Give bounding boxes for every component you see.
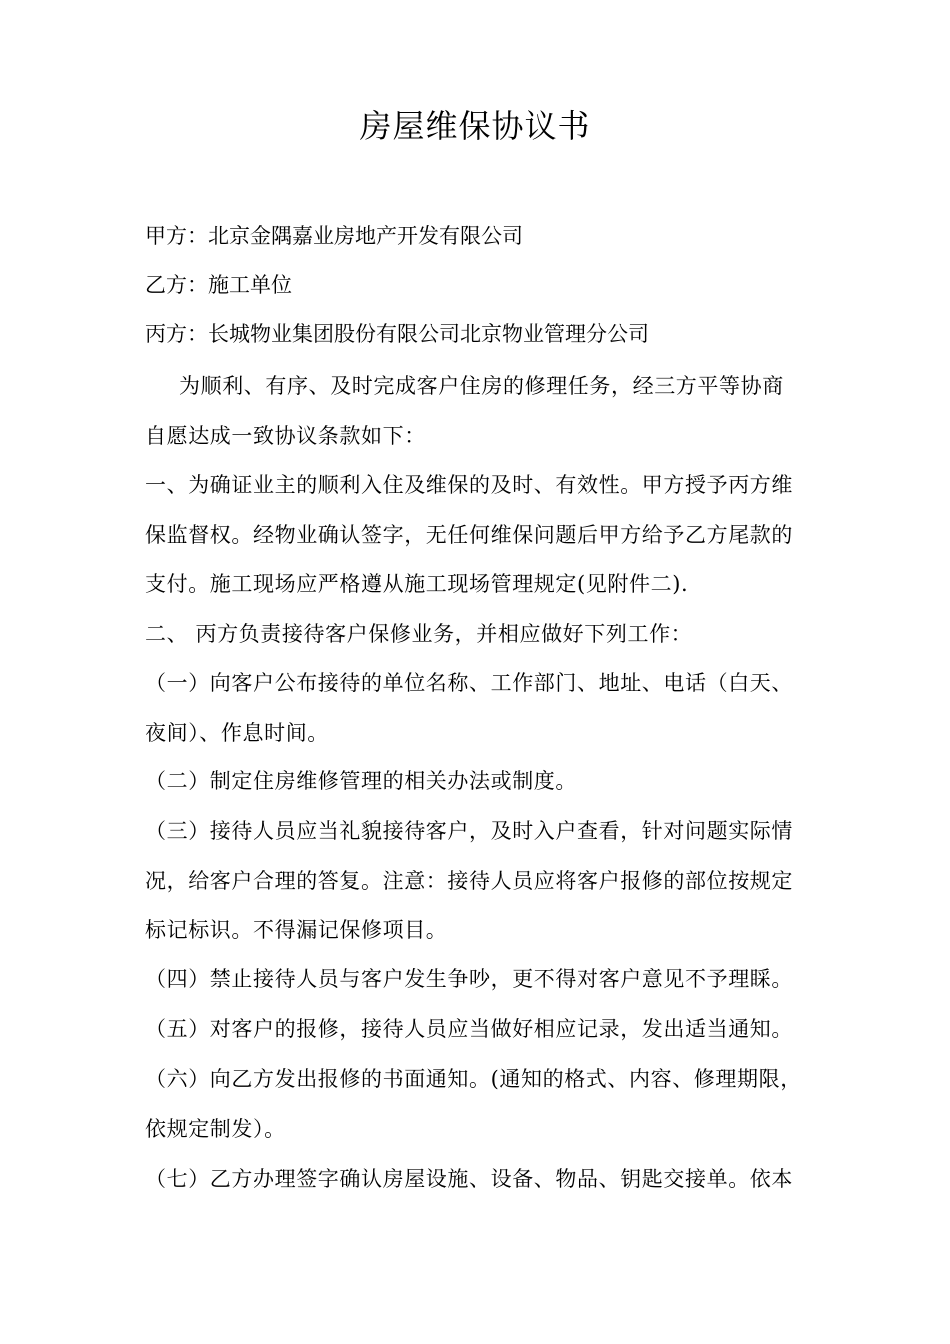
clause-1-line: 支付。施工现场应严格遵从施工现场管理规定(见附件二). [145,572,689,596]
item-line: （四）禁止接待人员与客户发生争吵，更不得对客户意见不予理睬。 [145,967,793,991]
item-line: （三）接待人员应当礼貌接待客户，及时入户查看，针对问题实际情 [145,819,793,843]
party-a: 甲方：北京金隅嘉业房地产开发有限公司 [145,224,523,248]
item-line: 标记标识。不得漏记保修项目。 [145,918,448,942]
item-line: （一）向客户公布接待的单位名称、工作部门、地址、电话（白天、 [145,671,793,695]
item-line: （七）乙方办理签字确认房屋设施、设备、物品、钥匙交接单。依本 [145,1167,793,1191]
item-2 [145,757,810,807]
party-c: 丙方：长城物业集团股份有限公司北京物业管理分公司 [145,322,649,346]
item-line: 况，给客户合理的答复。注意：接待人员应将客户报修的部位按规定 [145,868,793,893]
intro-paragraph [145,362,810,461]
document-title: 房屋维保协议书 [359,107,591,145]
item-line: 夜间）、作息时间。 [145,720,329,745]
item-line: （六）向乙方发出报修的书面通知。(通知的格式、内容、修理期限， [145,1067,802,1091]
item-1 [145,659,810,758]
intro-line: 为顺利、有序、及时完成客户住房的修理任务，经三方平等协商 [179,374,784,398]
clause-1 [145,461,810,610]
item-5 [145,1005,810,1055]
clause-2-line: 二、 丙方负责接待客户保修业务，并相应做好下列工作： [145,622,693,646]
item-4 [145,955,810,1005]
clause-1-line: 保监督权。经物业确认签字，无任何维保问题后甲方给予乙方尾款的 [145,522,793,547]
item-3 [145,807,810,956]
clause-2 [145,610,810,660]
item-7 [145,1155,810,1205]
item-line: （二）制定住房维修管理的相关办法或制度。 [145,769,577,793]
party-b: 乙方：施工单位 [145,273,292,297]
clause-1-line: 一、为确证业主的顺利入住及维保的及时、有效性。甲方授予丙方维 [145,473,793,497]
intro-line: 自愿达成一致协议条款如下： [145,423,426,448]
item-line: 依规定制发）。 [145,1116,286,1141]
item-line: （五）对客户的报修，接待人员应当做好相应记录，发出适当通知。 [145,1017,793,1041]
item-6 [145,1055,810,1154]
